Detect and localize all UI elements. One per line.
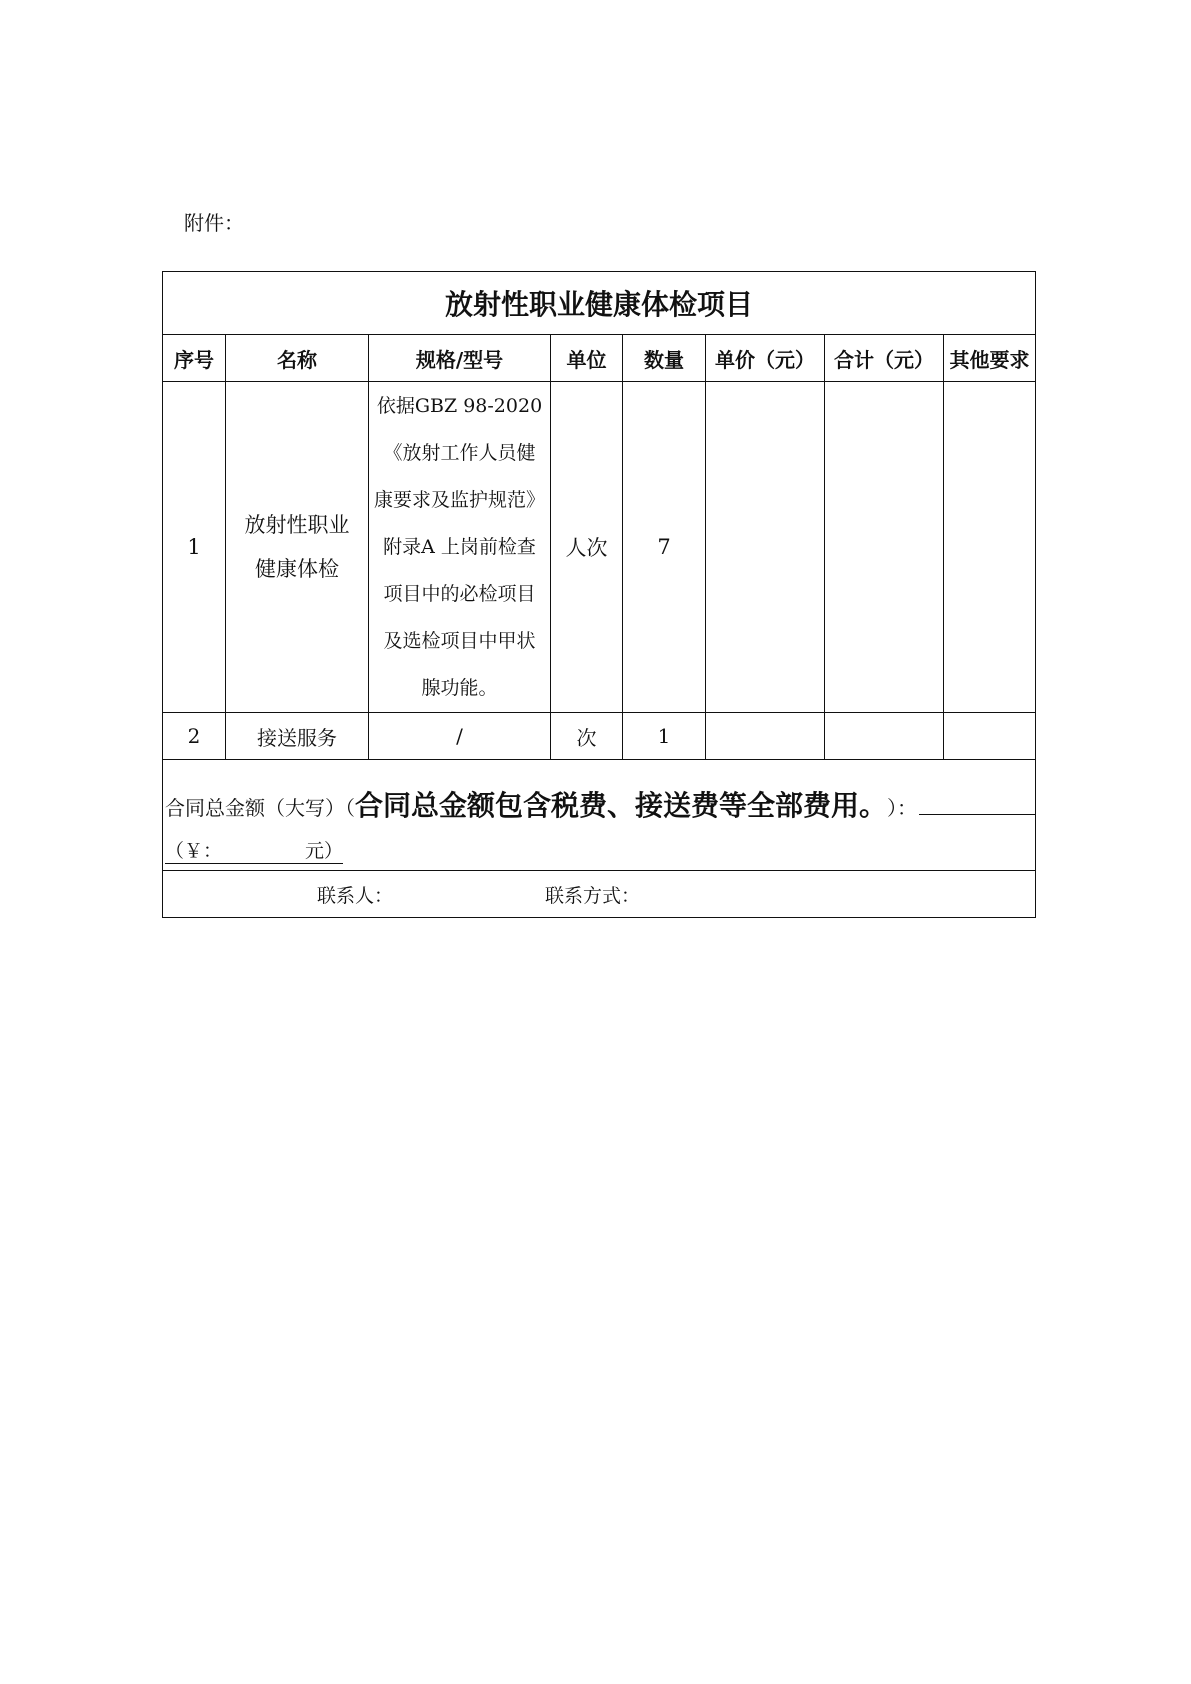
contract-total-cell xyxy=(163,760,1036,871)
cell-other xyxy=(944,713,1036,760)
table-title: 放射性职业健康体检项目 xyxy=(163,272,1036,335)
contract-total-label: 合同总金额（大写）（ xyxy=(165,795,355,820)
cell-spec: / xyxy=(369,713,551,760)
contract-total-row xyxy=(163,760,1036,871)
contract-total-label-end: ）： xyxy=(887,795,918,820)
contact-cell xyxy=(163,871,1036,918)
contact-row xyxy=(163,871,1036,918)
contact-person-label: 联系人： xyxy=(316,884,393,907)
attachment-label: 附件： xyxy=(184,211,244,235)
header-no: 序号 xyxy=(163,335,226,382)
table-header-row xyxy=(163,335,1036,382)
header-other: 其他要求 xyxy=(944,335,1036,382)
contract-total-note: 合同总金额包含税费、接送费等全部费用。 xyxy=(355,788,888,822)
cell-total xyxy=(825,713,944,760)
contract-total-line xyxy=(163,767,1035,827)
cell-total xyxy=(825,382,944,713)
table-row xyxy=(163,382,1036,713)
cell-other xyxy=(944,382,1036,713)
header-total: 合计（元） xyxy=(825,335,944,382)
cell-unit: 次 xyxy=(551,713,623,760)
cell-no: 2 xyxy=(163,713,226,760)
spec-line: 《放射工作人员健 xyxy=(383,441,536,464)
contact-line xyxy=(163,881,1035,908)
spec-line: 依据GBZ 98-2020 xyxy=(376,394,543,417)
contact-method-label: 联系方式： xyxy=(545,884,641,907)
amount-prefix: （￥： xyxy=(165,839,223,862)
cell-unit-price xyxy=(706,713,825,760)
spec-line: 康要求及监护规范》 xyxy=(373,488,545,511)
cell-name xyxy=(226,382,369,713)
health-check-items-table xyxy=(162,271,1036,918)
cell-no: 1 xyxy=(163,382,226,713)
contract-total-blank-line xyxy=(919,814,1035,815)
header-name: 名称 xyxy=(226,335,369,382)
header-quantity: 数量 xyxy=(623,335,706,382)
name-line: 健康体检 xyxy=(255,557,339,581)
header-spec: 规格/型号 xyxy=(369,335,551,382)
spec-line: 附录A 上岗前检查 xyxy=(383,535,536,558)
cell-quantity: 7 xyxy=(623,382,706,713)
amount-suffix: 元） xyxy=(304,839,343,862)
table-row xyxy=(163,713,1036,760)
spec-line: 及选检项目中甲状 xyxy=(383,629,536,652)
table-title-row xyxy=(163,272,1036,335)
cell-unit-price xyxy=(706,382,825,713)
cell-name: 接送服务 xyxy=(226,713,369,760)
spec-line: 腺功能。 xyxy=(421,676,498,699)
contract-amount-line xyxy=(165,839,343,864)
cell-spec xyxy=(369,382,551,713)
header-unit-price: 单价（元） xyxy=(706,335,825,382)
cell-unit: 人次 xyxy=(551,382,623,713)
header-unit: 单位 xyxy=(551,335,623,382)
name-line: 放射性职业 xyxy=(244,513,350,537)
cell-quantity: 1 xyxy=(623,713,706,760)
spec-line: 项目中的必检项目 xyxy=(383,582,536,605)
